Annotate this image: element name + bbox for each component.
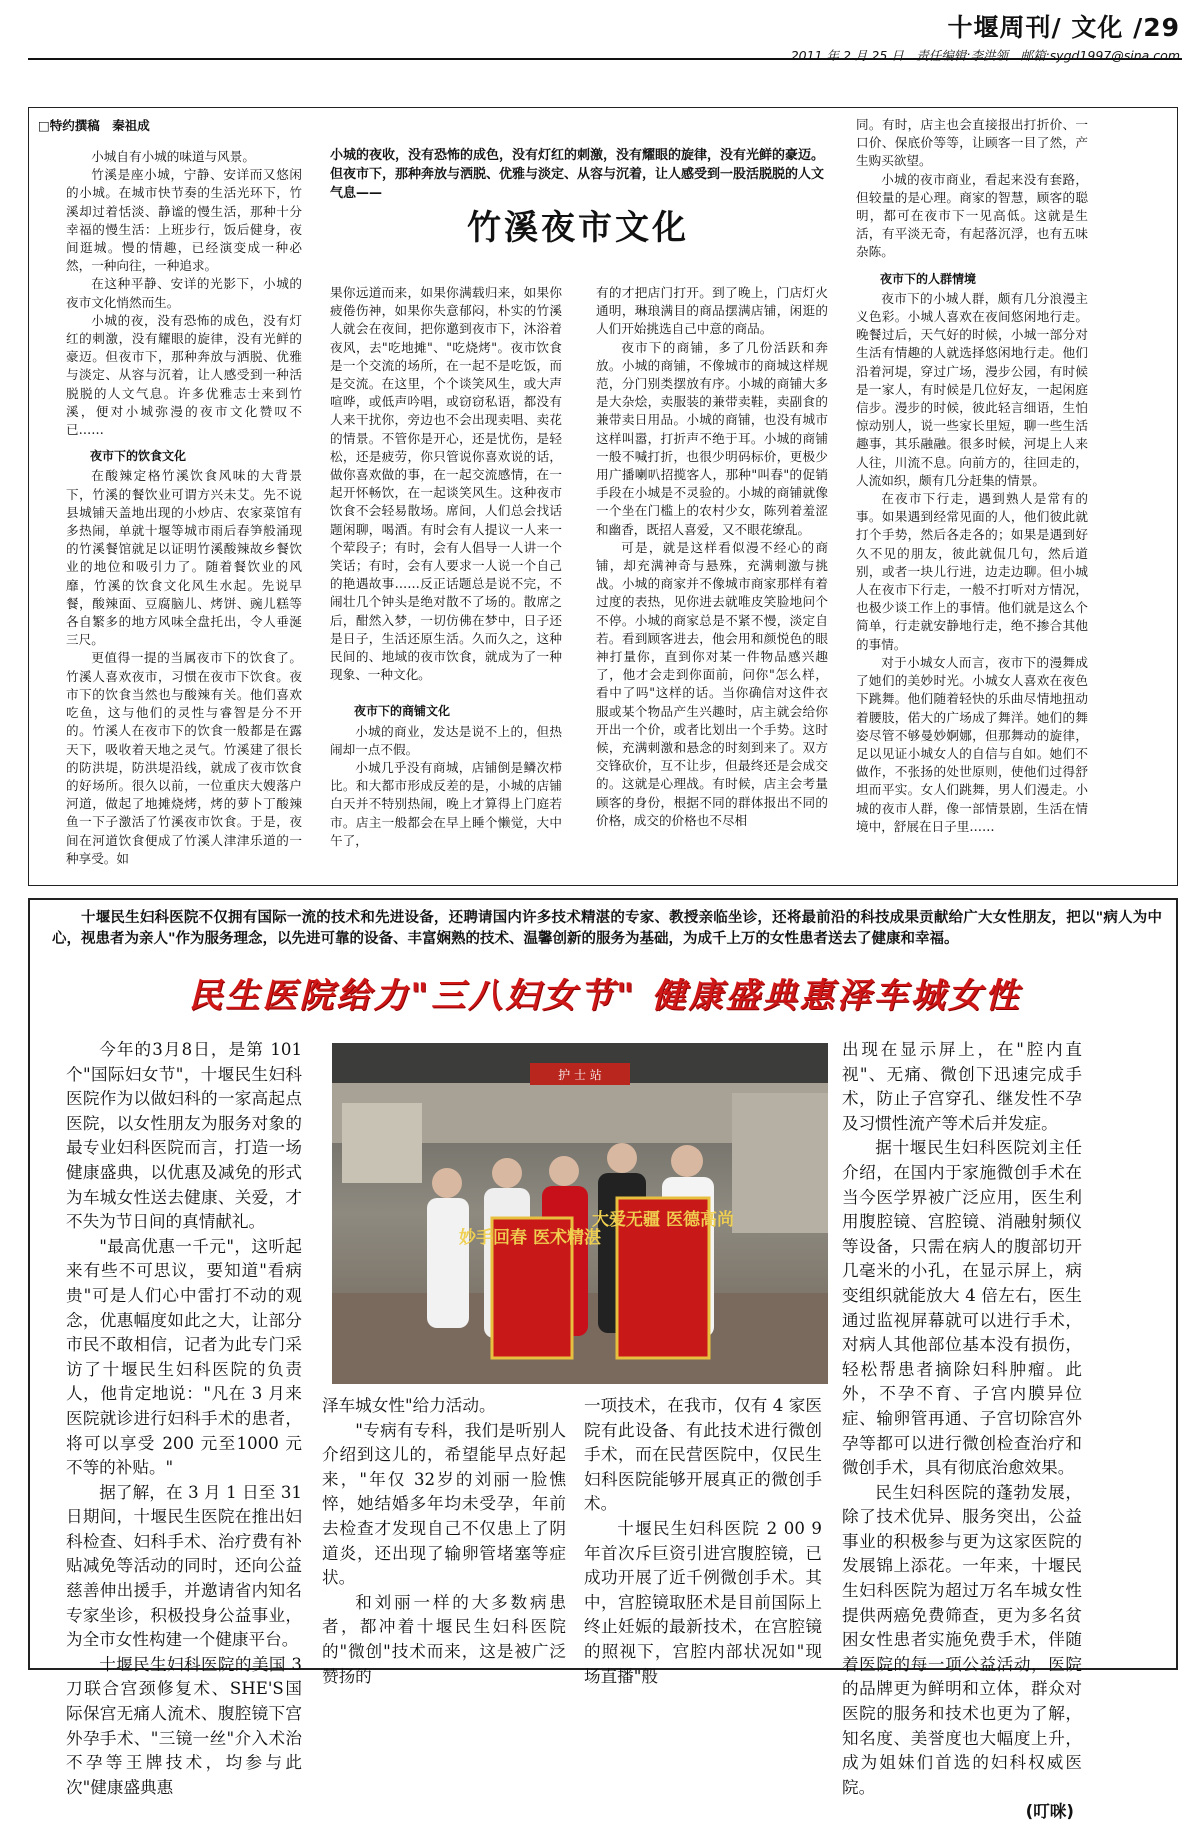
paragraph: 在夜市下行走，遇到熟人是常有的事。如果遇到经常见面的人，他们彼此就打个手势，然后各走各的；如果是遇到好久不见的朋友，彼此就侃几句，然后道别，或者一块儿行进，边走边聊。但小城人在夜市下行走，一般不打听对方情况，也极少谈工作上的事情。他们就是这么个简单，行走就安静地行走，绝不掺合其他的事情。 xyxy=(856,491,1088,652)
article2-column-4 xyxy=(842,1038,1082,1822)
subheading: 夜市下的饮食文化 xyxy=(90,449,187,464)
masthead-rule xyxy=(28,58,1182,60)
subheading: 夜市下的商铺文化 xyxy=(354,704,451,719)
article2-column-1 xyxy=(66,1038,302,1797)
paragraph: 有的才把店门打开。到了晚上，门店灯火通明，琳琅满目的商品摆满店铺，闲逛的人们开始挑选自己中意的商品。 xyxy=(596,285,828,337)
masthead-title: 十堰周刊/ 文化 /29 xyxy=(947,13,1180,42)
paragraph: 夜市下的小城人群，颇有几分浪漫主义色彩。小城人喜欢在夜间悠闲地行走。晚餐过后，天气好的时候，小城一部分对生活有情趣的人就选择悠闲地行走。他们沿着河堤，穿过广场，漫步公园，有时候是一家人，有时候是几位好友，一起闲庭信步。漫步的时候，彼此轻言细语，生怕惊动别人，说一些家长里短，聊一些生活趣事，其乐融融。很多时候，河堤上人来人往，川流不息。向前方的，往回走的，人流如织，颇有几分赶集的情景。 xyxy=(856,290,1088,488)
article1-byline: □特约撰稿 秦祖成 xyxy=(38,118,150,133)
article1-column-2 xyxy=(330,284,562,878)
article1-column-4 xyxy=(856,116,1088,878)
article2-signature: (叮咪) xyxy=(1025,1802,1074,1822)
paragraph: 今年的3月8日，是第 101 个"国际妇女节"，十堰民生妇科医院作为以做妇科的一家高起点医院，以女性朋友为服务对象的最专业妇科医院而言，打造一场健康盛典，以优惠及减免的形式为车城女性送去健康、关爱，才不失为节日间的真情献礼。 xyxy=(66,1040,302,1232)
paragraph: 在这种平静、安详的光影下，小城的夜市文化悄然而生。 xyxy=(66,276,302,310)
paragraph: 夜市下的商铺，多了几份活跃和奔放。小城的商铺，不像城市的商城这样规范，分门别类摆放有序。小城的商铺大多是大杂烩，卖服装的兼带卖鞋，卖副食的兼带卖日用品。小城的商铺，也没有城市这样叫嚣，打折声不绝于耳。小城的商铺一般不喊打折，也很少明码标价，更极少用广播喇叭招揽客人，那种"叫春"的促销手段在小城是不灵验的。小城的商铺就像一个坐在门槛上的农村少女，陈列着羞涩和幽香，既招人喜爱，又不眼花缭乱。 xyxy=(596,339,828,537)
paragraph: 和刘丽一样的大多数病患者，都冲着十堰民生妇科医院的"微创"技术而来，这是被广泛赞扬的 xyxy=(322,1592,566,1686)
sign-board-text: 护 士 站 xyxy=(558,1068,602,1082)
paragraph: 在酸辣定格竹溪饮食风味的大背景下，竹溪的餐饮业可谓方兴未艾。先不说县城铺天盖地出现的小炒店、农家菜馆有多热闹，单就十堰等城市雨后春笋般涌现的竹溪餐馆就足以证明竹溪酸辣故乡餐饮业的地位和吸引力了。随着餐饮业的风靡，竹溪的饮食文化风生水起。先说早餐，酸辣面、豆腐脑儿、烤饼、豌儿糕等各自繁多的地方风味全盘托出，令人垂涎三尺。 xyxy=(66,468,302,648)
paragraph: 竹溪是座小城，宁静、安详而又悠闲的小城。在城市快节奏的生活光环下，竹溪却过着恬淡、静谧的慢生活，那种十分幸福的慢生活：上班步行，饭后健身，夜间逛城。慢的情趣，已经演变成一种必然，一种向往，一种追求。 xyxy=(66,167,302,274)
article2-column-2 xyxy=(322,1394,566,1686)
banner-right-text xyxy=(592,1209,734,1230)
paragraph: 对于小城女人而言，夜市下的漫舞成了她们的美妙时光。小城女人喜欢在夜色下跳舞。他们随着轻快的乐曲尽情地扭动着腰肢，偌大的广场成了舞洋。她们的舞姿尽管不够曼妙婀娜，但那舞动的旋律，足以见证小城女人的自信与自如。她们不做作，不张扬的处世原则，使他们过得舒坦而平实。女人们跳舞，男人们漫走。小城的夜市人群，像一部情景剧，生活在情境中，舒展在日子里…… xyxy=(856,654,1088,834)
subheading: 夜市下的人群情境 xyxy=(880,271,977,286)
article1-column-1 xyxy=(66,148,302,878)
article2-column-3 xyxy=(584,1394,822,1686)
paragraph: 出现在显示屏上，在"腔内直视"、无痛、微创下迅速完成手术，防止子宫穿孔、继发性不孕及习惯性流产等术后并发症。 xyxy=(842,1040,1082,1133)
article1-title: 竹溪夜市文化 xyxy=(467,208,689,248)
paragraph: 更值得一提的当属夜市下的饮食了。竹溪人喜欢夜市，习惯在夜市下饮食。夜市下的饮食当然也与酸辣有关。他们喜欢吃鱼，这与他们的灵性与睿智是分不开的。竹溪人在夜市下的饮食一般都是在露天下，吸收着天地之灵气。竹溪建了很长的防洪堤，防洪堤沿线，就成了夜市饮食的好场所。很久以前，一位重庆大嫂落户河道，做起了地摊烧烤，烤的萝卜丁酸辣鱼一下子激活了竹溪夜市饮食。于是，夜间在河道饮食便成了竹溪人津津乐道的一种享受。如 xyxy=(66,650,302,866)
article2-lead: 十堰民生妇科医院不仅拥有国际一流的技术和先进设备，还聘请国内许多技术精湛的专家、教授亲临坐诊，还将最前沿的科技成果贡献给广大女性朋友，把以"病人为中心，视患者为亲人"作为服务理念，以先进可靠的设备、丰富娴熟的技术、温馨创新的服务为基础，为成千上万的女性患者送去了健康和幸福。 xyxy=(52,910,1162,947)
paragraph: 同。有时，店主也会直接报出打折价、一口价、保底价等等，让顾客一目了然，产生购买欲望。 xyxy=(856,117,1088,169)
masthead-info: 2011 年 2 月 25 日 责任编辑:李洪领 邮箱:sygd1997@sina.com xyxy=(790,48,1180,63)
article2-title: 民生医院给力"三八妇女节" 健康盛典惠泽车城女性 xyxy=(188,976,1022,1016)
paragraph: 据了解，在 3 月 1 日至 31 日期间，十堰民生医院在推出妇科检查、妇科手术、治疗费有补贴减免等活动的同时，还向公益慈善伸出援手，并邀请省内知名专家坐诊，积极投身公益事业，为全市女性构建一个健康平台。 xyxy=(66,1482,302,1650)
hospital-photo xyxy=(332,1043,828,1384)
paragraph: 泽车城女性"给力活动。 xyxy=(322,1396,496,1415)
paragraph: 一项技术，在我市，仅有 4 家医院有此设备、有此技术进行微创手术，而在民营医院中，仅民生妇科医院能够开展真正的微创手术。 xyxy=(584,1396,822,1514)
banner-left-line: 妙手回春 医术精湛 xyxy=(459,1228,601,1248)
article1-column-3 xyxy=(596,284,828,878)
paragraph: 果你远道而来，如果你满载归来，如果你疲倦伤神，如果你失意郁闷，朴实的竹溪人就会在夜间，把你邀到夜市下，沐浴着夜风，去"吃地摊"、"吃烧烤"。夜市饮食是一个交流的场所，在一起不是吃饭，而是交流。在这里，个个谈笑风生，或大声喧哗，或低声吟唱，或窃窃私语，都没有人来干扰你，旁边也不会出现卖唱、卖花的情景。不管你是开心，还是忧伤，是轻松，还是疲劳，你只管说你喜欢说的话，做你喜欢做的事，在一起交流感情，在一起开怀畅饮，在一起谈笑风生。这种夜市饮食不会轻易散场。席间，人们总会找话题闲聊，喝酒。有时会有人提议一人来一个荤段子；有时，会有人倡导一人讲一个笑话；有时，会有人要求一人说一个自己的艳遇故事……反正话题总是说不完，不闹壮几个钟头是绝对散不了场的。散席之后，酣然入梦，一切仿佛在梦中，日子还是日子，生活还原生活。久而久之，这种民间的、地域的夜市饮食，就成为了一种现象、一种文化。 xyxy=(330,285,562,683)
masthead xyxy=(791,8,1180,64)
paragraph: 小城的夜，没有恐怖的成色，没有灯红的刺激，没有耀眼的旋律，没有光鲜的豪迈。但夜市下，那种奔放与洒脱、优雅与淡定、从容与沉着，让人感受到一种活脱脱的人文气息。许多优雅志士来到竹溪，便对小城弥漫的夜市文化赞叹不已…… xyxy=(66,312,302,438)
paragraph: 小城自有小城的味道与风景。 xyxy=(91,149,255,164)
paragraph: 小城的夜市商业，看起来没有套路，但较量的是心理。商家的智慧，顾客的聪明，都可在夜市下一见高低。这就是生活，有平淡无奇，有起落沉浮，也有五味杂陈。 xyxy=(856,171,1088,260)
paragraph: "专病有专科，我们是听别人介绍到这儿的，希望能早点好起来，"年仅 32岁的刘丽一脸憔悴，她结婚多年均未受孕，年前去检查才发现自己不仅患上了阴道炎，还出现了输卵管堵塞等症状。 xyxy=(322,1420,566,1588)
photo-illustration xyxy=(332,1043,828,1384)
banner-right-line: 大爱无疆 医德高尚 xyxy=(592,1210,734,1230)
paragraph: 可是，就是这样看似漫不经心的商铺，却充满神奇与悬殊，充满刺激与挑战。小城的商家并不像城市商家那样有着过度的表热，见你进去就唯皮笑脸地问个不停。小城的商家总是不紧不慢，淡定自若。看到顾客进去，他会用和颜悦色的眼神打量你，直到你对某一件物品感兴趣了，他才会走到你面前，问你"怎么样，看中了吗"这样的话。当你确信对这件衣服或某个物品产生兴趣时，店主就会给你开出一个价，或者比划出一个手势。这时候，充满刺激和悬念的时刻到来了。双方交锋砍价，互不让步，但最终还是会成交的。这就是心理战。有时候，店主会考量顾客的身份，根据不同的群体报出不同的价格，成交的价格也不尽相 xyxy=(596,539,828,828)
paragraph: "最高优惠一千元"，这听起来有些不可思议，要知道"看病贵"可是人们心中雷打不动的观念，优惠幅度如此之大，让部分市民不敢相信，记者为此专门采访了十堰民生妇科医院的负责人，他肯定地说："凡在 3 月来医院就诊进行妇科手术的患者，将可以享受 200 元至1000 元不等的补贴。" xyxy=(66,1236,302,1478)
paragraph: 小城的商业，发达是说不上的，但热闹却一点不假。 xyxy=(330,723,562,757)
banner-left-text xyxy=(459,1227,601,1248)
paragraph: 小城几乎没有商城，店铺倒是鳞次栉比。和大都市形成反差的是，小城的店铺白天并不特别热闹，晚上才算得上门庭若市。店主一般都会在早上睡个懒觉，大中午了， xyxy=(330,760,562,848)
paragraph: 据十堰民生妇科医院刘主任介绍，在国内于家施微创手术在当今医学界被广泛应用，医生利用腹腔镜、宫腔镜、消融射频仪等设备，只需在病人的腹部切开几毫米的小孔，在显示屏上，病变组织就能放大 4 倍左右，医生通过监视屏幕就可以进行手术，对病人其他部位基本没有损伤，轻松帮患者摘除妇科肿瘤。此外，不孕不育、子宫内膜异位症、输卵管再通、子宫切除宫外孕等都可以进行微创检查治疗和微创手术，具有彻底治愈效果。 xyxy=(842,1138,1082,1478)
paragraph: 十堰民生妇科医院的美国 3 刀联合宫颈修复术、SHE'S国际保宫无痛人流术、腹腔镜下宫外孕手术、"三镜一丝"介入术治不孕等王牌技术，均参与此次"健康盛典惠 xyxy=(66,1654,302,1797)
paragraph: 十堰民生妇科医院 2 00 9 年首次斥巨资引进宫腹腔镜，已成功开展了近千例微创手术。其中，宫腔镜取胚术是目前国际上终止妊娠的最新技术，在宫腔镜的照视下，宫腔内部状况如"现场直播"般 xyxy=(584,1518,822,1686)
article1-intro: 小城的夜收，没有恐怖的成色，没有灯红的刺激，没有耀眼的旋律，没有光鲜的豪迈。但夜市下，那种奔放与洒脱、优雅与淡定、从容与沉着，让人感受到一股活脱脱的人文气息—— xyxy=(330,148,825,201)
paragraph: 民生妇科医院的蓬勃发展，除了技术优异、服务突出，公益事业的积极参与更为这家医院的发展锦上添花。一年来，十堰民生妇科医院为超过万名车城女性提供两癌免费筛查，更为多名贫困女性患者实施免费手术，伴随着医院的每一项公益活动，医院的品牌更为鲜明和立体，群众对医院的服务和技术也更为了解，知名度、美誉度也大幅度上升，成为姐妹们首选的妇科权威医院。 xyxy=(842,1482,1082,1797)
